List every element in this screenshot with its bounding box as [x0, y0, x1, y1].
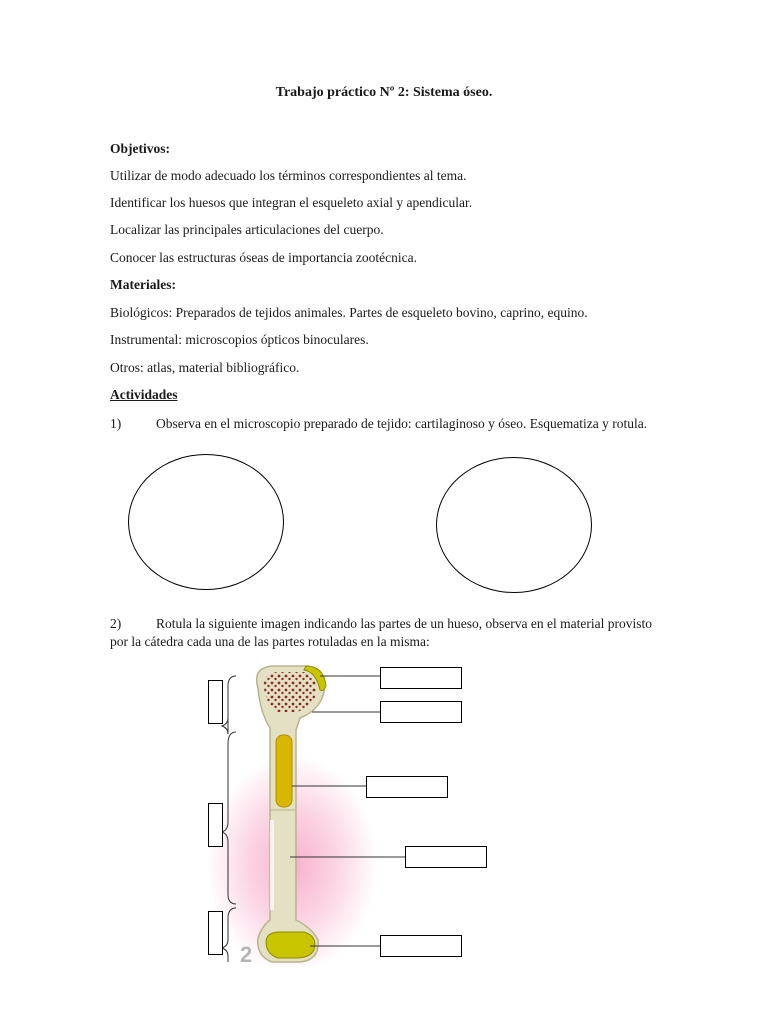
drawing-circle-right[interactable] — [436, 457, 592, 593]
objetivo-item: Localizar las principales articulaciones del cuerpo. — [110, 222, 384, 237]
drawing-circle-left[interactable] — [128, 454, 284, 590]
label-box-2[interactable] — [380, 701, 462, 723]
label-box-5[interactable] — [380, 935, 462, 957]
material-item: Biológicos: Preparados de tejidos animales. Partes de esqueleto bovino, caprino, equino. — [110, 305, 588, 320]
label-box-side-2[interactable] — [208, 803, 223, 847]
actividad-number: 2) — [110, 616, 122, 631]
label-box-3[interactable] — [366, 776, 448, 798]
bone-figure — [200, 660, 500, 965]
label-box-4[interactable] — [405, 846, 487, 868]
materiales-heading: Materiales: — [110, 277, 176, 292]
objetivo-item: Conocer las estructuras óseas de importancia zootécnica. — [110, 250, 417, 265]
material-item: Instrumental: microscopios ópticos binoculares. — [110, 332, 369, 347]
figure-watermark: 2 — [240, 942, 253, 965]
label-box-1[interactable] — [380, 667, 462, 689]
actividades-heading: Actividades — [110, 387, 178, 402]
material-item: Otros: atlas, material bibliográfico. — [110, 360, 300, 375]
actividad-text: Observa en el microscopio preparado de tejido: cartilaginoso y óseo. Esquematiza y rotula. — [156, 416, 648, 431]
label-box-side-1[interactable] — [208, 680, 223, 724]
objetivos-heading: Objetivos: — [110, 141, 170, 156]
objetivo-item: Utilizar de modo adecuado los términos correspondientes al tema. — [110, 168, 467, 183]
bracket-epiphysis-top — [222, 676, 236, 734]
actividad-text: Rotula la siguiente imagen indicando las partes de un hueso, observa en el material provisto por la cátedra cada una de las partes rotuladas en la misma: — [110, 616, 652, 649]
actividad-item-2 — [110, 615, 658, 651]
objetivo-item: Identificar los huesos que integran el esqueleto axial y apendicular. — [110, 195, 473, 210]
document-title: Trabajo práctico Nº 2: Sistema óseo. — [275, 85, 493, 100]
label-box-side-3[interactable] — [208, 911, 223, 955]
actividad-number: 1) — [110, 416, 122, 431]
actividad-item-1 — [110, 415, 658, 433]
